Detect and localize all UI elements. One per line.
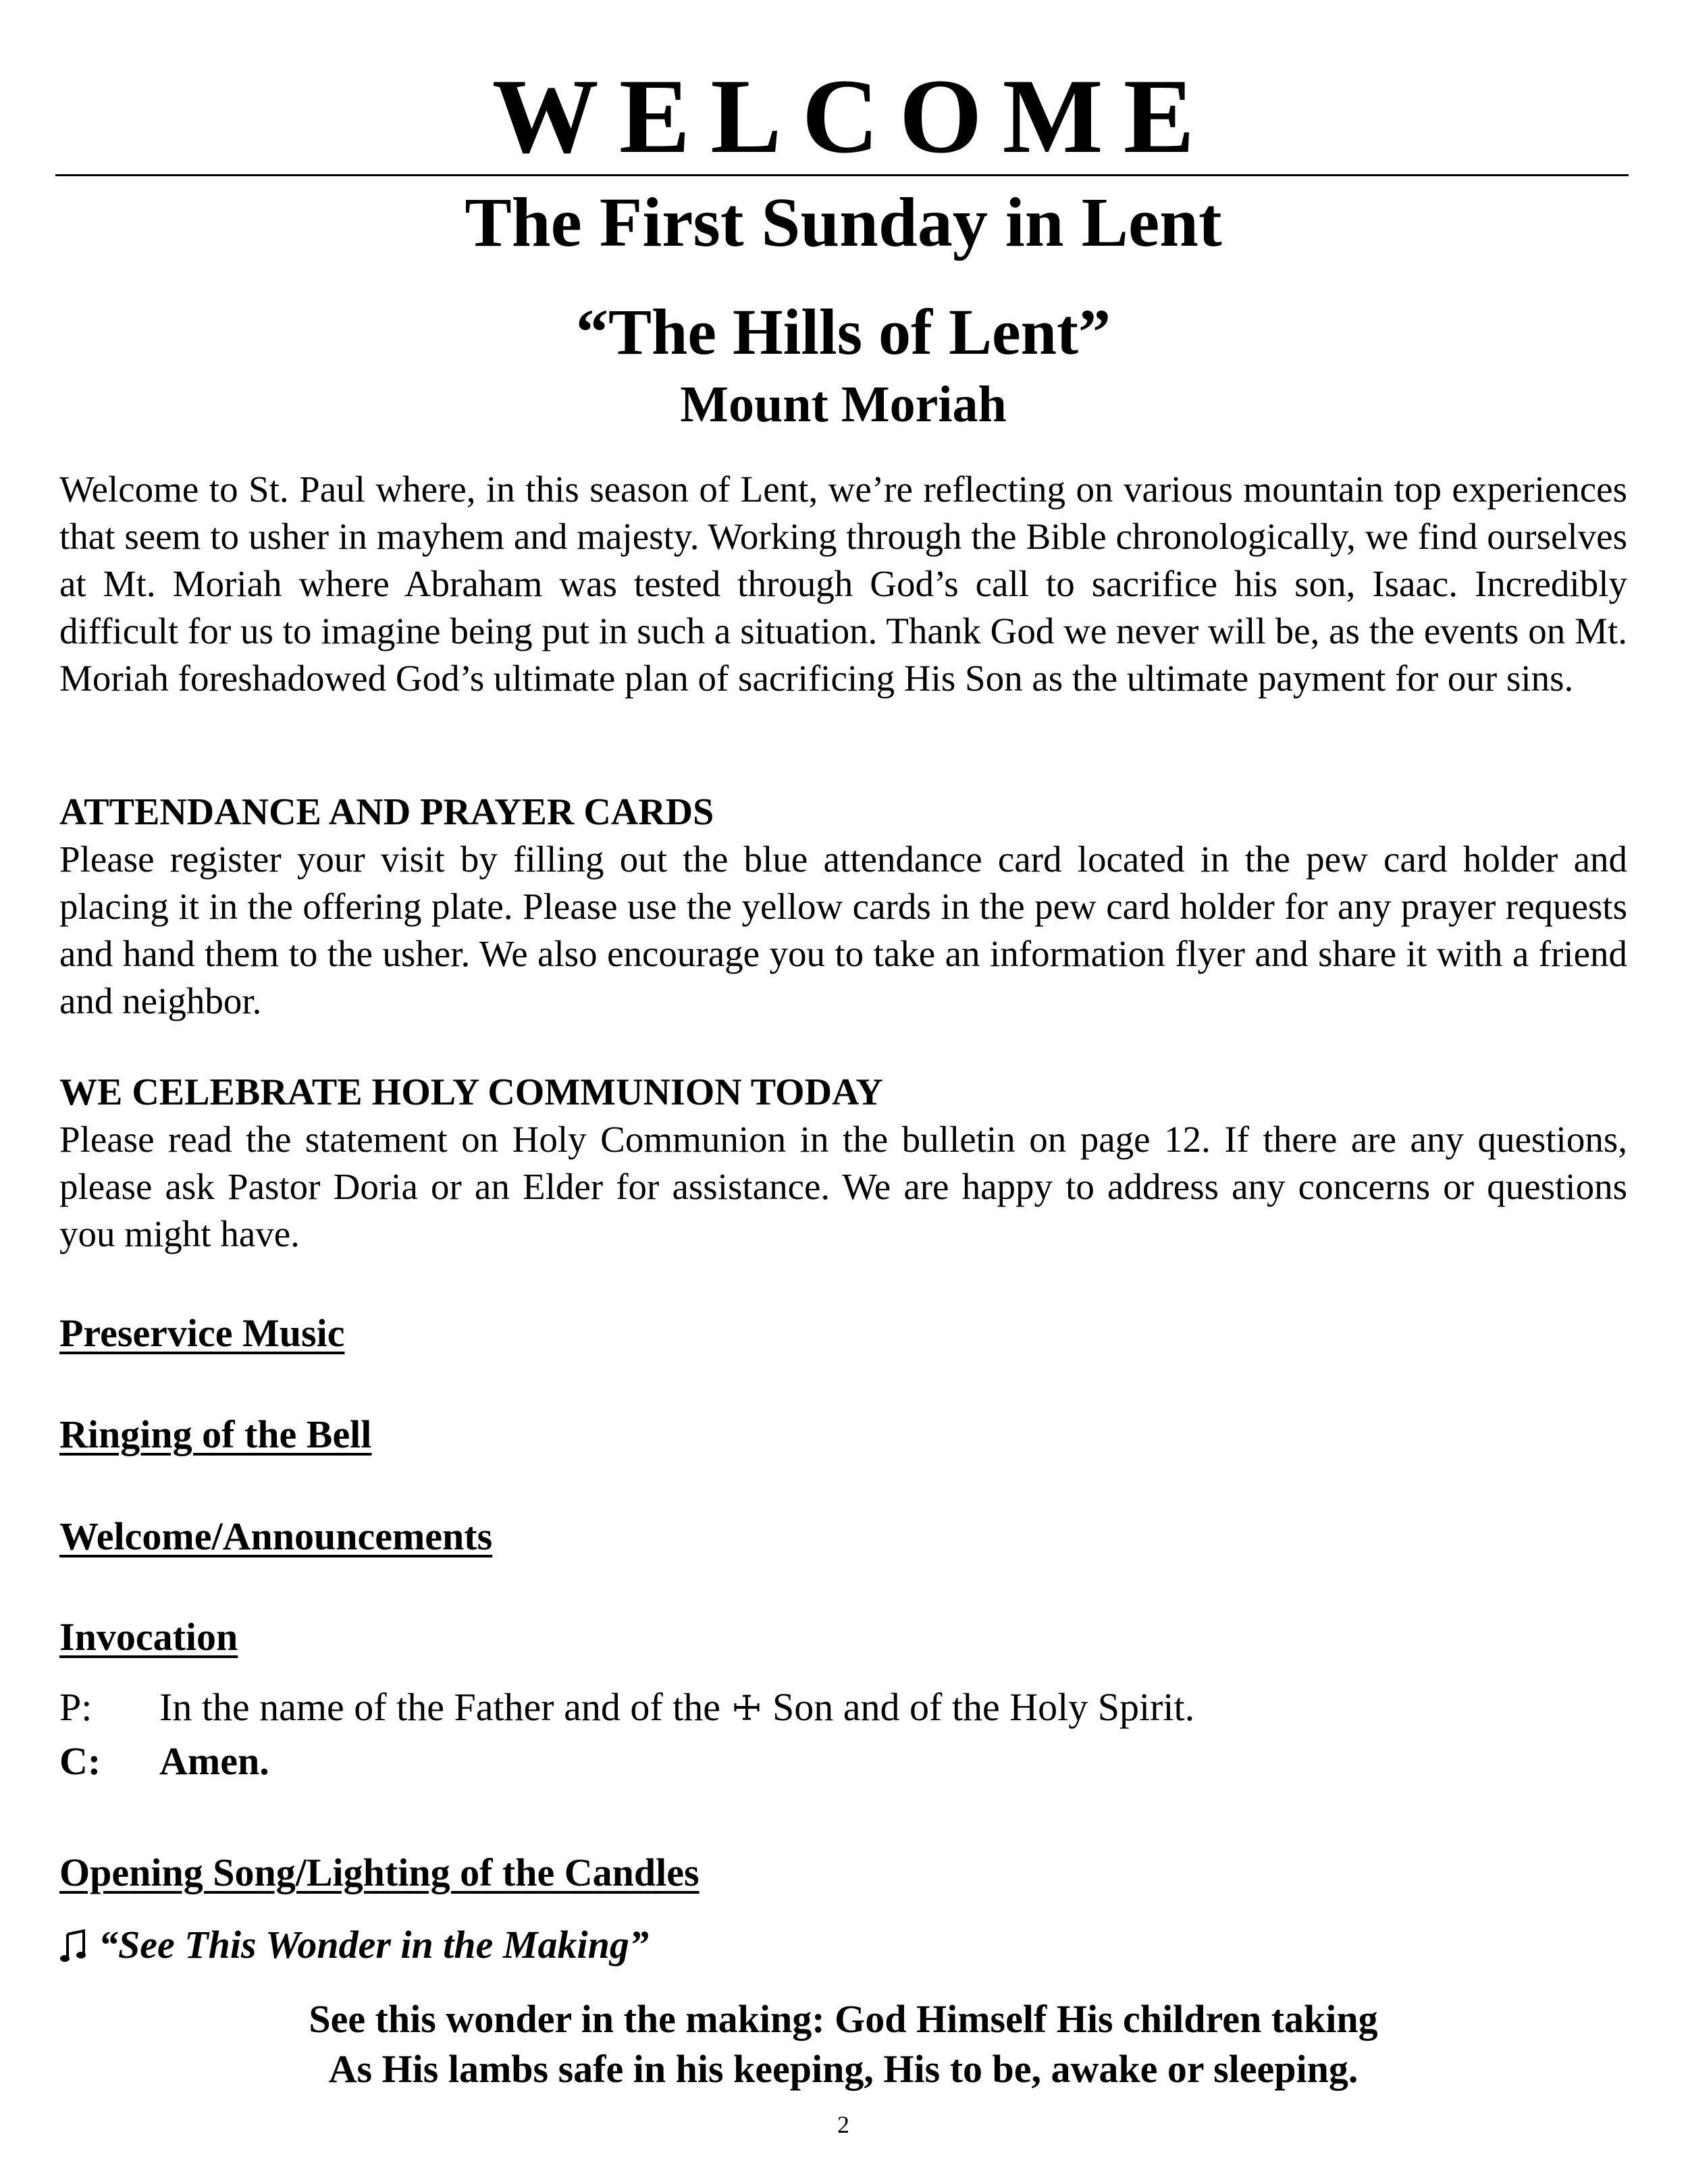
congregation-text: Amen. (159, 1739, 269, 1783)
song-title (59, 1921, 649, 1969)
announcements-heading: Welcome/Announcements (59, 1514, 493, 1558)
ringing-bell-heading: Ringing of the Bell (59, 1412, 372, 1456)
song-title-text: “See This Wonder in the Making” (99, 1923, 649, 1967)
congregation-response (59, 1737, 1627, 1786)
music-note-icon (59, 1929, 86, 1963)
series-theme: “The Hills of Lent” (575, 296, 1111, 368)
opening-song-heading: Opening Song/Lighting of the Candles (59, 1850, 700, 1894)
attendance-paragraph: Please register your visit by filling out the blue attendance card located in the pew card holder and placing it in the offering plate. Please use the yellow cards in the pew card holder for any prayer requests and hand them to the usher. We also encourage you to take an information flyer and share it with a friend and neighbor. (59, 838, 1627, 1021)
communion-paragraph: Please read the statement on Holy Communion in the bulletin on page 12. If there are any questions, please ask Pastor Doria or an Elder for assistance. We are happy to address any concerns or questions you might have. (59, 1119, 1627, 1254)
attendance-heading: ATTENDANCE AND PRAYER CARDS (59, 791, 714, 833)
welcome-heading: WELCOME (492, 57, 1215, 176)
lyric-line-1: See this wonder in the making: God Himself His children taking (309, 1997, 1378, 2041)
pastor-text-start: In the name of the Father and of the (159, 1685, 721, 1729)
pastor-text-end: Son and of the Holy Spirit. (772, 1685, 1195, 1729)
preservice-music-heading: Preservice Music (59, 1311, 345, 1355)
communion-heading: WE CELEBRATE HOLY COMMUNION TODAY (59, 1071, 883, 1113)
bulletin-page (59, 0, 1627, 2184)
sermon-subtheme: Mount Moriah (680, 376, 1007, 433)
congregation-label: C: (59, 1739, 101, 1783)
header-divider (55, 174, 1629, 176)
lyric-line-2: As His lambs safe in his keeping, His to be, awake or sleeping. (328, 2047, 1359, 2091)
invocation-heading: Invocation (59, 1615, 238, 1659)
cross-icon (733, 1694, 760, 1721)
service-title: The First Sunday in Lent (465, 184, 1222, 261)
pastor-label: P: (59, 1685, 93, 1729)
pastor-response (59, 1683, 1627, 1732)
intro-paragraph: Welcome to St. Paul where, in this season of Lent, we’re reflecting on various mountain top experiences that seem to usher in mayhem and majesty. Working through the Bible chronologically, we find ourselves at Mt. Moriah where Abraham was tested through God’s call to sacrifice his son, Isaac. Incredibly difficult for us to imagine being put in such a situation. Thank God we never will be, as the events on Mt. Moriah foreshadowed God’s ultimate plan of sacrificing His Son as the ultimate payment for our sins. (59, 469, 1627, 699)
page-number: 2 (837, 2111, 849, 2138)
